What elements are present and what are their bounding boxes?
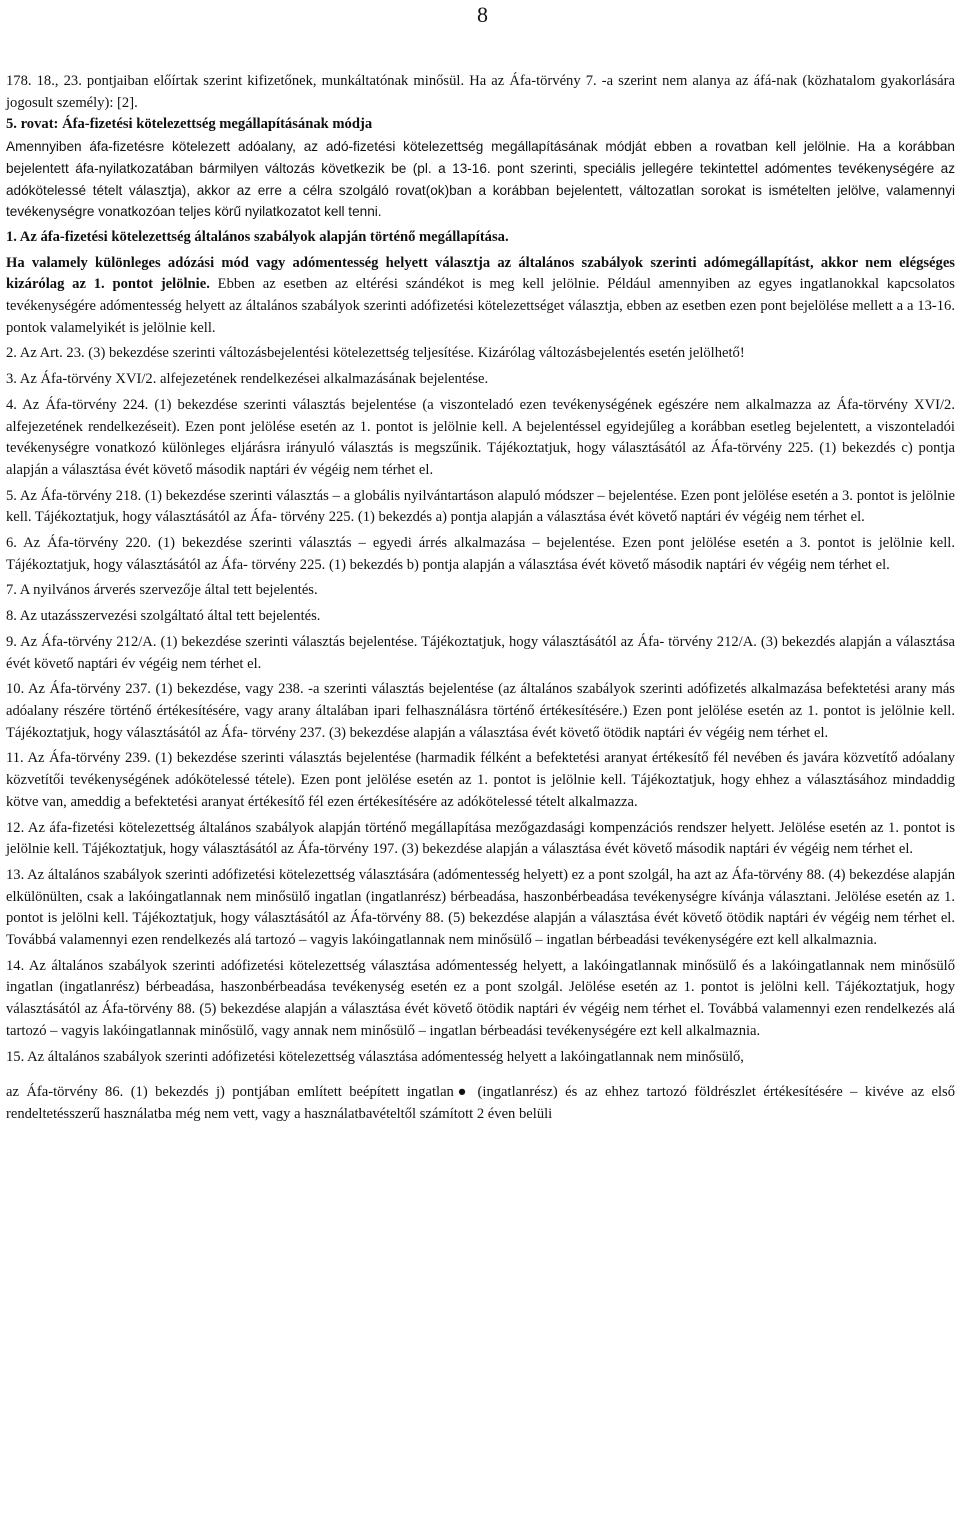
page-number: 8	[477, 2, 488, 27]
item-10: 10. Az Áfa-törvény 237. (1) bekezdése, vagy 238. -a szerinti választás bejelentése (az általános szabályok szerinti adófizetés alkalmazása befektetési arany más adóalany részére történő értékesítésére, vagy arany általában ipari felhasználásra történő értékesítésére.) Ezen pont jelölése esetén az 1. pontot is jelölnie kell. Tájékoztatjuk, hogy választásától az Áfa- törvény 237. (3) bekezdése alapján a választása évét követő ötödik naptári év végéig nem térhet el.	[6, 681, 955, 741]
item-1-heading: 1. Az áfa-fizetési kötelezettség általános szabályok alapján történő megállapítása.	[6, 228, 509, 245]
item-12: 12. Az áfa-fizetési kötelezettség általános szabályok alapján történő megállapítása mezőgazdasági kompenzációs rendszer helyett. Jelölése esetén az 1. pontot is jelölnie kell. Tájékoztatjuk, hogy választásától az Áfa-törvény 197. (3) bekezdése alapján a választása évét követő második naptári év végéig nem térhet el.	[6, 819, 955, 858]
item-3: 3. Az Áfa-törvény XVI/2. alfejezetének rendelkezései alkalmazásának bejelentése.	[6, 371, 489, 388]
item-4: 4. Az Áfa-törvény 224. (1) bekezdése szerinti választás bejelentése (a viszonteladó ezen tevékenységének egészére nem alkalmazza az Áfa-törvény XVI/2. alfejezetének rendelkezéseit). Ezen pont jelölése esetén az 1. pontot is jelölnie kell. A bejelentéssel egyidejűleg a korábban esetleg bejelentett, a viszonteladói tevékenységre vonatkozó különleges eljárásra irányuló választás is megszűnik. Tájékoztatjuk, hogy választásától az Áfa-törvény 225. (1) bekezdés c) pontja alapján a választása évét követő második naptári év végéig nem térhet el.	[6, 396, 955, 478]
paragraph-section-intro: Amennyiben áfa-fizetésre kötelezett adóalany, az adó-fizetési kötelezettség megállapításának módját ebben a rovatban kell jelölnie. Ha a korábban bejelentett áfa-nyilatkozatában bármilyen változás következik be (pl. a 13-16. pont szerinti, speciális jellegére tekintettel adómentes tevékenységére az adókötelessé tételt választja), akkor az erre a célra szolgáló rovat(ok)ban a korábban bejelentett, változatlan sorokat is ismételten jelölve, valamennyi tevékenységre vonatkozóan teljes körű nyilatkozatot kell tenni.	[6, 139, 955, 220]
item-2: 2. Az Art. 23. (3) bekezdése szerinti változásbejelentési kötelezettség teljesítése. Kizárólag változásbejelentés esetén jelölhető!	[6, 345, 745, 362]
item-15: 15. Az általános szabályok szerinti adófizetési kötelezettség választása adómentesség helyett a lakóingatlannak nem minősülő,	[6, 1048, 744, 1065]
item-11: 11. Az Áfa-törvény 239. (1) bekezdése szerinti választás bejelentése (harmadik félként a befektetési aranyat értékesítő fél nevében és javára közvetítő adóalany közvetítői tevékenységének adókötelessé tétele). Ezen pont jelölése esetén az 1. pontot is jelölnie kell. Tájékoztatjuk, hogy ehhez a választásához mindaddig kötve van, ameddig a befektetési aranyat értékesítő fél ezen értékesítésére az adókötelessé tételt alkalmazza.	[6, 750, 955, 810]
item-1-emphasis: Ha valamely különleges adózási mód vagy adómentesség helyett választja az általános szabályok szerinti adómegállapítást, akkor nem elégséges kizárólag az 1. pontot jelölnie.	[6, 254, 955, 293]
item-1-text: Ebben az esetben az eltérési szándékot is meg kell jelölnie. Például amennyiben az egyes ingatlanokkal kapcsolatos tevékenységére adómentesség helyett az általános szabályok szerinti adófizetési kötelezettséget választja, ebben az esetben ezen pont bejelölése mellett a a 13-16. pontok valamelyikét is jelölnie kell.	[6, 276, 955, 336]
paragraph-intro: 178. 18., 23. pontjaiban előírtak szerint kifizetőnek, munkáltatónak minősül. Ha az Áfa-törvény 7. -a szerint nem alanya az áfá-nak (közhatalom gyakorlására jogosult személy): [2].	[6, 73, 955, 111]
item-5: 5. Az Áfa-törvény 218. (1) bekezdése szerinti választás – a globális nyilvántartáson alapuló módszer – bejelentése. Ezen pont jelölése esetén a 3. pontot is jelölnie kell. Tájékoztatjuk, hogy választásától az Áfa- törvény 225. (1) bekezdés a) pontja alapján a választása évét követő naptári év végéig nem térhet el.	[6, 487, 955, 526]
item-13: 13. Az általános szabályok szerinti adófizetési kötelezettség választására (adómentesség helyett) ez a pont szolgál, ha azt az Áfa-törvény 88. (4) bekezdése alapján elkülönülten, csak a lakóingatlannak nem minősülő ingatlan (ingatlanrész) bérbeadása, haszonbérbeadása tevékenységre kívánja választani. Jelölése esetén az 1. pontot is jelölni kell. Tájékoztatjuk, hogy választásától az Áfa-törvény 88. (5) bekezdése alapján a választása évét követő ötödik naptári év végéig nem térhet el. Továbbá valamennyi ezen rendelkezés alá tartozó – vagyis lakóingatlannak nem minősülő – ingatlan bérbeadási tevékenységére ezt kell alkalmaznia.	[6, 866, 955, 949]
item-8: 8. Az utazásszervezési szolgáltató által tett bejelentés.	[6, 608, 321, 625]
item-7: 7. A nyilvános árverés szervezője által tett bejelentés.	[6, 582, 318, 599]
document-body	[6, 71, 955, 1126]
item-15-continued: az Áfa-törvény 86. (1) bekezdés j) pontjában említett beépített ingatlan● (ingatlanrész) és az ehhez tartozó földrészlet értékesítésére – kivéve az első rendeltetésszerű használatba még nem vett, vagy a használatbavételtől számított 2 éven belüli	[6, 1084, 955, 1122]
item-6: 6. Az Áfa-törvény 220. (1) bekezdése szerinti választás – egyedi árrés alkalmazása – bejelentése. Ezen pont jelölése esetén a 3. pontot is jelölnie kell. Tájékoztatjuk, hogy választásától az Áfa- törvény 225. (1) bekezdés b) pontja alapján a választása évét követő második naptári év végéig nem térhet el.	[6, 535, 955, 573]
item-9: 9. Az Áfa-törvény 212/A. (1) bekezdése szerinti választás bejelentése. Tájékoztatjuk, hogy választásától az Áfa- törvény 212/A. (3) bekezdés alapján a választása évét követő naptári év végéig nem térhet el.	[6, 633, 955, 672]
item-14: 14. Az általános szabályok szerinti adófizetési kötelezettség választása adómentesség helyett, a lakóingatlannak minősülő és a lakóingatlannak nem minősülő ingatlan (ingatlanrész) bérbeadása, haszonbérbeadása tevékenység esetén ez a pont szolgál. Jelölése esetén az 1. pontot is jelölni kell. Tájékoztatjuk, hogy választásától az Áfa-törvény 88. (5) bekezdése alapján a választása évét követő ötödik naptári év végéig nem térhet el. Továbbá valamennyi ezen rendelkezés alá tartozó – vagyis lakóingatlannak minősülő, vagy annak nem minősülő – ingatlan bérbeadási tevékenységére ezt kell alkalmaznia.	[6, 957, 955, 1039]
item-1-body	[6, 253, 955, 340]
section-heading: 5. rovat: Áfa-fizetési kötelezettség megállapításának módja	[6, 116, 373, 133]
